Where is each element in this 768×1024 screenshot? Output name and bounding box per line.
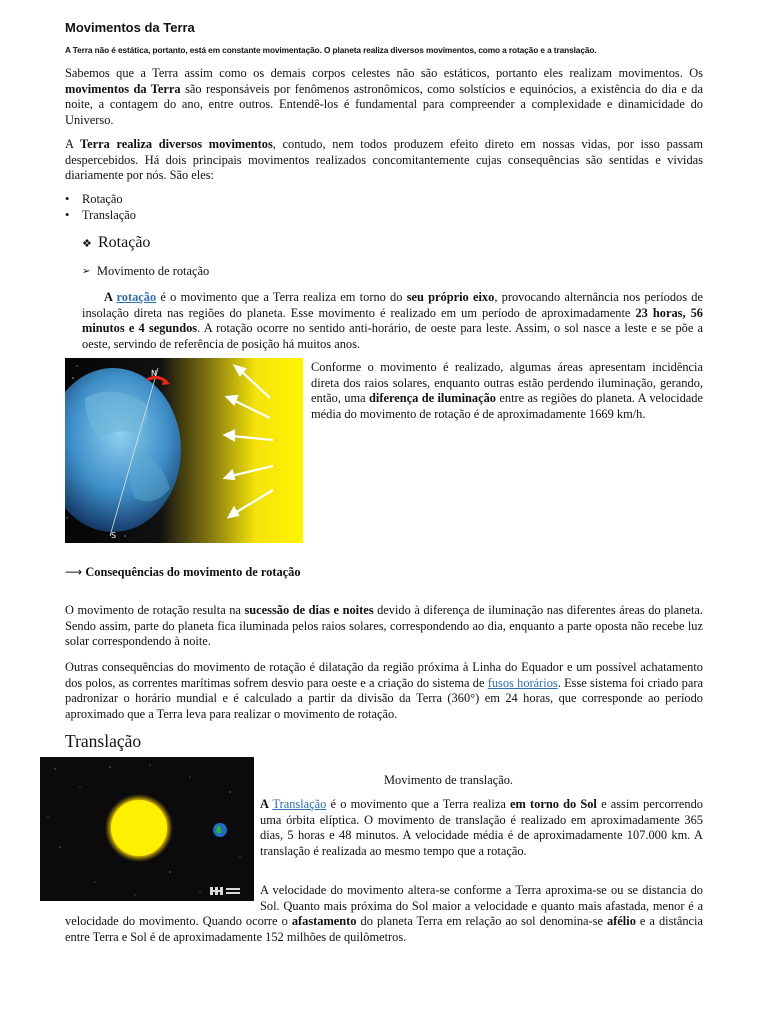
arrowhead-bullet-icon: ➢ <box>82 266 91 277</box>
float-spacer <box>65 883 260 913</box>
text-run: A velocidade do movimento altera-se conforme a Terra aproxima-se ou se distancia do Sol. Quanto mais próxima do Sol maior a velocidade e quanto mais afastada, menor é a velocidade do movimento. Quando ocorre o <box>65 883 703 928</box>
list-item: • Translação <box>65 208 136 224</box>
text-run: A <box>65 137 80 151</box>
text-run: O movimento de rotação resulta na <box>65 603 245 617</box>
movement-list <box>65 192 136 223</box>
translation-heading: Translação <box>65 731 142 751</box>
text-run: do planeta Terra em relação ao sol denomina-se <box>356 914 607 928</box>
translation-paragraph <box>260 797 703 859</box>
bold-run: sucessão de dias e noites <box>244 603 374 617</box>
bold-run: movimentos da Terra <box>65 81 181 96</box>
page-title: Movimentos da Terra <box>65 20 195 35</box>
text-run: entre as regiões do planeta. A velocidade média do movimento de rotação é de aproximadamente 1669 km/h. <box>311 391 703 421</box>
text-run: , contudo, nem todos produzem efeito direto em nossas vidas, por isso passam despercebidos. Há dois principais movimentos realizados concomitantemente cujas consequências são sentidas e vividas diariamente por nós. São eles: <box>65 137 703 182</box>
movements-paragraph <box>65 137 703 184</box>
south-label: S <box>111 531 117 540</box>
right-arrow-icon: ⟶ <box>65 565 83 579</box>
translation-caption: Movimento de translação. <box>384 773 514 787</box>
text-run: e assim percorrendo uma órbita elíptica. O movimento de translação é realizado em aproximadamente 365 dias, 5 horas e 48 minutos. A velocidade média é de aproximadamente 107.000 km. A translação é realizada ao mesmo tempo que a rotação. <box>260 797 703 858</box>
rotation-heading-text: Rotação <box>98 234 151 251</box>
time-zones-link[interactable]: fusos horários <box>487 675 558 690</box>
text-run: Conforme o movimento é realizado, algumas áreas apresentam incidência direta dos raios solares, enquanto outras estão perdendo iluminação, gerando, então, uma <box>311 360 703 405</box>
intro-paragraph <box>65 66 703 128</box>
text-run: . Esse sistema foi criado para padronizar o horário mundial e é calculado a partir da divisão da Terra (360°) em 24 horas, que corresponde ao período aproximado que a Terra leva para realizar o movimento de rotação. <box>65 675 703 721</box>
text-run: . A rotação ocorre no sentido anti-horário, de oeste para leste. Assim, o sol nasce a leste e se põe a oeste, servindo de referência de posição há muitos anos. <box>82 321 703 351</box>
bold-run: A <box>260 797 273 811</box>
consequences-heading <box>65 565 301 580</box>
bold-run: Terra realiza diversos movimentos <box>79 137 273 151</box>
aphelion-paragraph-wrap <box>65 883 703 945</box>
rotation-paragraph <box>82 290 703 352</box>
text-run: é o movimento que a Terra realiza em torno do <box>156 290 407 304</box>
consequences-heading-text: Consequências do movimento de rotação <box>85 565 301 579</box>
rotation-heading <box>82 234 150 252</box>
bold-run: diferença de iluminação <box>369 391 496 405</box>
earth-sun-illustration <box>65 358 303 543</box>
rotation-link[interactable]: rotação <box>116 290 157 304</box>
text-run: é o movimento que a Terra realiza <box>326 797 511 811</box>
bold-run: 23 horas, 56 minutos e 4 segundos <box>82 305 703 335</box>
rotation-subheading <box>82 264 209 279</box>
illumination-paragraph <box>311 360 703 422</box>
consequences-paragraph <box>65 660 703 722</box>
bold-run: A <box>104 290 117 304</box>
translation-image <box>40 757 254 901</box>
translation-link[interactable]: Translação <box>272 797 327 811</box>
text-run: , provocando alternância nos períodos de insolação direta nas regiões do planeta. Esse movimento é realizado em um período de aproximadamente <box>82 290 703 320</box>
earth-rotation-image <box>65 358 303 543</box>
day-night-paragraph <box>65 603 703 650</box>
bold-run: afélio <box>606 914 636 928</box>
text-run: devido à diferença de iluminação nas diferentes áreas do planeta. Sendo assim, parte do planeta fica iluminada pelos raios solares, correspondendo ao dia, enquanto a parte oposta não recebe luz solar correspondendo à noite. <box>65 603 703 648</box>
rotation-subheading-text: Movimento de rotação <box>97 264 210 278</box>
text-run: Outras consequências do movimento de rotação é dilatação da região próxima à Linha do Equador e um possível achatamento dos polos, as correntes marítimas sofrem desvio para oeste e a criação do sistema de <box>65 660 703 690</box>
text-run: são responsáveis por fenômenos astronômicos, como solstícios e equinócios, a existência do dia e da noite, a contagem do ano, entre outros. Entendê-los é fundamental para compreender a complexidade e dinamicidade do Universo. <box>65 81 704 127</box>
page-subtitle: A Terra não é estática, portanto, está em constante movimentação. O planeta realiza diversos movimentos, como a rotação e a translação. <box>65 45 597 55</box>
bold-run: seu próprio eixo <box>406 290 495 304</box>
text-run: Sabemos que a Terra assim como os demais corpos celestes não são estáticos, portanto eles realizam movimentos. Os <box>65 66 703 80</box>
bold-run: afastamento <box>291 914 357 928</box>
north-label: N <box>151 369 157 378</box>
list-item: • Rotação <box>65 192 136 208</box>
text-run: e a distância entre Terra e Sol é de aproximadamente 152 milhões de quilômetros. <box>65 914 703 944</box>
diamond-bullet-icon: ❖ <box>82 236 92 250</box>
bold-run: em torno do Sol <box>510 797 597 811</box>
sun-earth-illustration <box>40 757 254 901</box>
